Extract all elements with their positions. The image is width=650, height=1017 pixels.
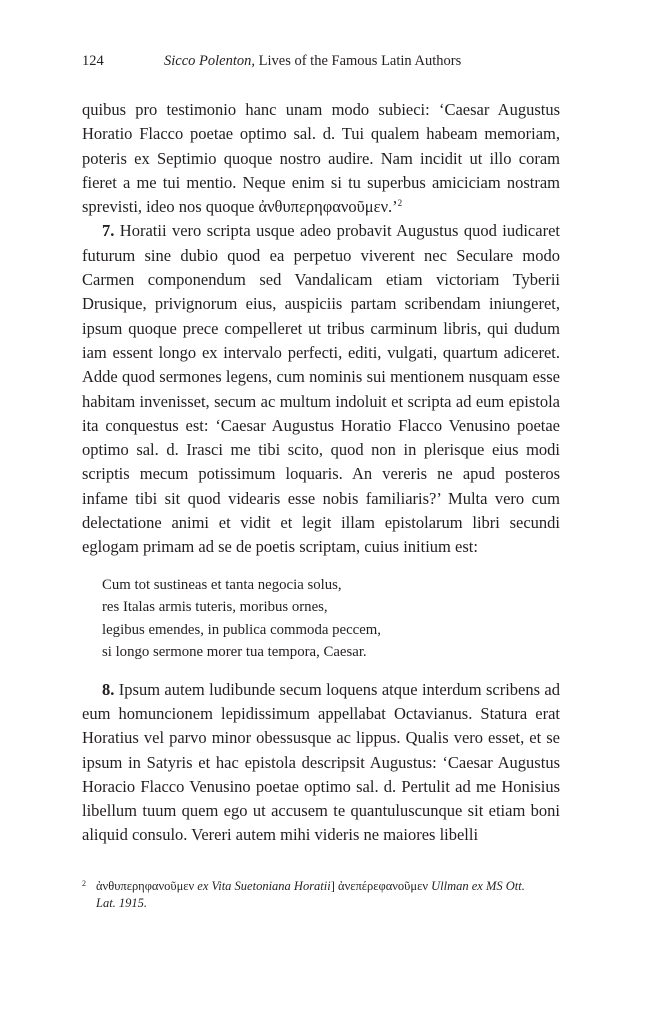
footnote-variant: ] ἀνεπέρεφανοῦμεν <box>330 879 432 893</box>
page-number: 124 <box>82 53 104 69</box>
paragraph-1-text: quibus pro testimonio hanc unam modo subieci: ‘Caesar Augustus Horatio Flacco poetae optimo sal. d. Tui qualem habeam memoriam, poteris ex Septimio quoque nostro audire. Nam incidit ut illo coram fieret a me tui mentio. Neque enim si tu superbus amiciciam nostram sprevisti, ideo nos quoque ἀνθυπερηφανοῦμεν.’ <box>82 100 560 217</box>
footnote-line: 2 ἀνθυπερηφανοῦμεν ex Vita Suetoniana Horatii] ἀνεπέρεφανοῦμεν Ullman ex MS Ott. <box>82 879 525 893</box>
section-number-8: 8. <box>102 679 115 699</box>
section-number-7: 7. <box>102 221 115 241</box>
footnote-reference: 2 <box>397 198 403 209</box>
paragraph-7 <box>82 219 560 559</box>
verse-line: res Italas armis tuteris, moribus ornes, <box>102 599 328 616</box>
verse-quotation <box>102 574 560 664</box>
verse-line: si longo sermone morer tua tempora, Caesar. <box>102 644 367 661</box>
footnote-greek-reading: ἀνθυπερηφανοῦμεν <box>96 879 198 893</box>
paragraph-8 <box>82 678 560 848</box>
paragraph-continued <box>82 98 560 219</box>
footnote-source-2-cont: Lat. 1915. <box>96 896 148 910</box>
footnote-source-2: Ullman ex MS Ott. <box>431 879 525 893</box>
footnote-line <box>82 895 560 912</box>
paragraph-8-text: Ipsum autem ludibunde secum loquens atque interdum scribens ad eum homuncionem lepidissimum appellabat Octavianus. Statura erat Horatius vel parvo minor obessusque ac lippus. Qualis vero esset, et se ipsum in Satyris et hac epistola descripsit Augustus: ‘Caesar Augustus Horacio Flacco Venusino poetae optimo sal. d. Pertulit ad me Honisius libellum tuum quem ego ut accusem te quantuluscunque sit etiam boni aliquid consulo. Vereri autem mihi videris ne maiores libelli <box>82 679 560 845</box>
verse-line: legibus emendes, in publica commoda peccem, <box>102 621 381 638</box>
footnote <box>82 878 560 912</box>
running-head-author: Sicco Polenton, <box>164 53 256 69</box>
body-text <box>82 98 560 848</box>
running-head-title: Lives of the Famous Latin Authors <box>255 53 462 69</box>
verse-line: Cum tot sustineas et tanta negocia solus, <box>102 576 342 593</box>
footnote-source-1: ex Vita Suetoniana Horatii <box>197 879 331 893</box>
running-head <box>82 53 560 70</box>
paragraph-7-text: Horatii vero scripta usque adeo probavit Augustus quod iudicaret futurum sine dubio quod ea perpetuo viverent nec Seculare modo Carmen componendum sed Vandalicam etiam victoriam Tyberii Drusique, privignorum eius, auspiciis partam scribendam iniungeret, ipsum quoque prece compelleret ut tribus carminum libris, qui dudum iam essent longo ex intervalo perfecti, editi, vulgati, quartum adiceret. Adde quod sermones legens, cum nominis sui mentionem nusquam esse habitam invenisset, secum ac multum indoluit et scripta ad eum epistola ita conquestus est: ‘Caesar Augustus Horatio Flacco Venusino poetae optimo sal. d. Irasci me tibi scito, quod non in plerisque eius modi scriptis mecum potissimum loquaris. An vereris ne apud posteros infame tibi sit quod videaris esse nobis familiaris?’ Multa vero cum delectatione animi et vidit et legit illam epistolarum libri secundi eglogam primam ad se de poetis scriptam, cuius initium est: <box>82 221 560 557</box>
